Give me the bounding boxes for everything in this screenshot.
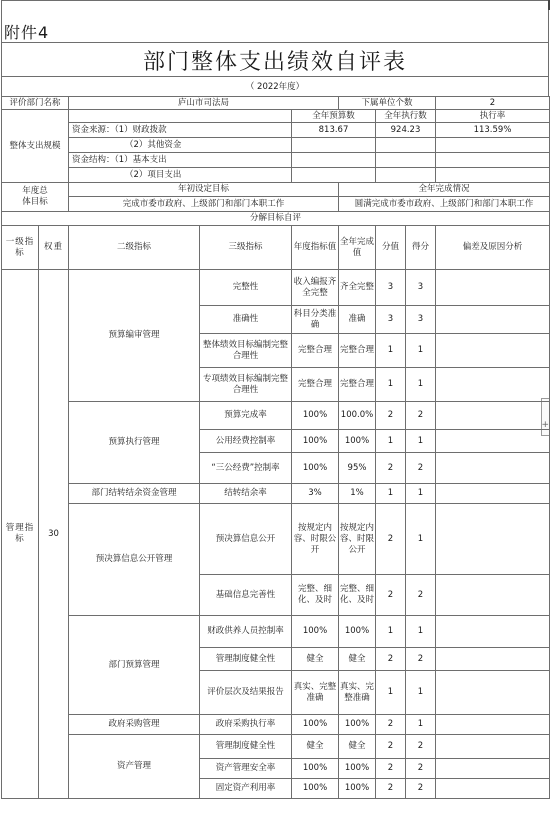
table-row <box>2 270 550 306</box>
level3-name: 准确性 <box>200 306 292 334</box>
fund-exec: 924.23 <box>376 123 436 138</box>
section-title: 分解目标自评 <box>2 212 550 226</box>
reason-value <box>436 735 550 759</box>
fund-source-label: 资金来源：（1）财政拨款 <box>69 123 292 138</box>
reason-value <box>436 779 550 799</box>
target-value: 3% <box>292 484 339 504</box>
reason-value <box>436 616 550 648</box>
target-value: 100% <box>292 453 339 484</box>
actual-value: 1% <box>339 484 376 504</box>
actual-value: 真实、完整准确 <box>339 671 376 715</box>
table-header-row <box>2 226 550 270</box>
level3-name: 专项绩效目标编制完整合理性 <box>200 368 292 402</box>
level3-name: 整体绩效目标编制完整合理性 <box>200 334 292 368</box>
expand-plus-icon[interactable]: + <box>541 420 549 430</box>
target-value: 完整合理 <box>292 334 339 368</box>
structure-label: 资金结构：（1）基本支出 <box>69 153 292 168</box>
level1-name: 管理指标 <box>2 270 39 799</box>
target-value: 100% <box>292 402 339 430</box>
project-label: （2）项目支出 <box>69 168 292 183</box>
empty-cell <box>292 153 376 168</box>
score-value: 2 <box>376 504 406 575</box>
target-value: 健全 <box>292 648 339 671</box>
title-bottom-line <box>1 76 549 77</box>
level3-name: “三公经费”控制率 <box>200 453 292 484</box>
reason-value <box>436 648 550 671</box>
table-row <box>2 402 550 430</box>
got-value: 2 <box>406 402 436 430</box>
goals-actual-text: 圆满完成市委市政府、上级部门和部门本职工作 <box>339 197 550 212</box>
goals-actual-header: 全年完成情况 <box>339 183 550 197</box>
target-value: 真实、完整准确 <box>292 671 339 715</box>
table-row <box>2 504 550 575</box>
empty-cell <box>376 138 436 153</box>
target-value: 100% <box>292 715 339 735</box>
table-row <box>2 97 550 110</box>
actual-value: 完整合理 <box>339 334 376 368</box>
score-value: 1 <box>376 430 406 453</box>
score-value: 1 <box>376 671 406 715</box>
goals-label-line1: 年度总 <box>22 186 48 196</box>
score-value: 1 <box>376 368 406 402</box>
reason-value <box>436 368 550 402</box>
attachment-label: 附件4 <box>4 23 50 42</box>
col-level1-header: 一级指标 <box>2 226 39 270</box>
level2-name: 部门结转结余资金管理 <box>69 484 200 504</box>
got-value: 1 <box>406 368 436 402</box>
col-level3-header: 三级指标 <box>200 226 292 270</box>
got-value: 1 <box>406 504 436 575</box>
score-value: 2 <box>376 648 406 671</box>
reason-value <box>436 671 550 715</box>
actual-value: 完整合理 <box>339 368 376 402</box>
empty-cell <box>292 168 376 183</box>
reason-value <box>436 306 550 334</box>
fund-budget: 813.67 <box>292 123 376 138</box>
got-value: 2 <box>406 453 436 484</box>
level3-name: 预决算信息公开 <box>200 504 292 575</box>
target-value: 100% <box>292 616 339 648</box>
target-value: 收入编报齐全完整 <box>292 270 339 306</box>
score-value: 1 <box>376 616 406 648</box>
table-row <box>2 735 550 759</box>
score-value: 3 <box>376 270 406 306</box>
level2-name: 资产管理 <box>69 735 200 799</box>
table-row <box>2 484 550 504</box>
col-target-header: 年度指标值 <box>292 226 339 270</box>
target-value: 100% <box>292 759 339 779</box>
actual-value: 100% <box>339 715 376 735</box>
level3-name: 财政供养人员控制率 <box>200 616 292 648</box>
target-value: 健全 <box>292 735 339 759</box>
target-value: 100% <box>292 430 339 453</box>
actual-value: 95% <box>339 453 376 484</box>
level3-name: 完整性 <box>200 270 292 306</box>
target-value: 科目分类准确 <box>292 306 339 334</box>
unit-name: 庐山市司法局 <box>69 97 339 110</box>
reason-value <box>436 715 550 735</box>
level2-name: 预算编审管理 <box>69 270 200 402</box>
col-actual-header: 全年完成值 <box>339 226 376 270</box>
evaluation-table <box>1 96 550 799</box>
unit-label: 评价部门名称 <box>2 97 69 110</box>
table-row <box>2 110 550 123</box>
table-row <box>2 197 550 212</box>
actual-value: 准确 <box>339 306 376 334</box>
got-value: 1 <box>406 484 436 504</box>
table-row <box>2 715 550 735</box>
table-row <box>2 212 550 226</box>
col-budget-header: 全年预算数 <box>292 110 376 123</box>
score-value: 2 <box>376 402 406 430</box>
target-value: 完整合理 <box>292 368 339 402</box>
report-year: （ 2022年度） <box>245 82 305 92</box>
actual-value: 100% <box>339 759 376 779</box>
target-value: 100% <box>292 779 339 799</box>
scale-label: 整体支出规模 <box>2 110 69 183</box>
score-value: 1 <box>376 334 406 368</box>
goals-label-line2: 体目标 <box>22 197 48 207</box>
score-value: 2 <box>376 759 406 779</box>
table-row <box>2 183 550 197</box>
reason-value <box>436 270 550 306</box>
table-row <box>2 168 550 183</box>
actual-value: 100% <box>339 779 376 799</box>
score-value: 2 <box>376 735 406 759</box>
sub-count: 2 <box>436 97 550 110</box>
goals-label <box>2 183 69 212</box>
goals-initial-text: 完成市委市政府、上级部门和部门本职工作 <box>69 197 339 212</box>
table-row <box>2 616 550 648</box>
level3-name: 评价层次及结果报告 <box>200 671 292 715</box>
reason-value <box>436 402 550 430</box>
actual-value: 按规定内容、时限公开 <box>339 504 376 575</box>
level3-name: 政府采购执行率 <box>200 715 292 735</box>
col-weight-header: 权重 <box>39 226 69 270</box>
got-value: 3 <box>406 270 436 306</box>
col-exec-header: 全年执行数 <box>376 110 436 123</box>
level3-name: 管理制度健全性 <box>200 648 292 671</box>
reason-value <box>436 453 550 484</box>
goals-initial-header: 年初设定目标 <box>69 183 339 197</box>
actual-value: 健全 <box>339 648 376 671</box>
table-row <box>2 123 550 138</box>
sub-count-label: 下属单位个数 <box>339 97 436 110</box>
empty-cell <box>436 138 550 153</box>
col-level2-header: 二级指标 <box>69 226 200 270</box>
actual-value: 健全 <box>339 735 376 759</box>
table-row <box>2 138 550 153</box>
fund-rate: 113.59% <box>436 123 550 138</box>
reason-value <box>436 504 550 575</box>
score-value: 3 <box>376 306 406 334</box>
level2-name: 预决算信息公开管理 <box>69 504 200 616</box>
level3-name: 管理制度健全性 <box>200 735 292 759</box>
score-value: 2 <box>376 453 406 484</box>
got-value: 2 <box>406 779 436 799</box>
actual-value: 100.0% <box>339 402 376 430</box>
frame-top-line <box>1 0 549 1</box>
score-value: 2 <box>376 779 406 799</box>
level3-name: 基础信息完善性 <box>200 575 292 616</box>
empty-cell <box>292 138 376 153</box>
level3-name: 资产管理安全率 <box>200 759 292 779</box>
level2-name: 预算执行管理 <box>69 402 200 484</box>
score-value: 2 <box>376 575 406 616</box>
level3-name: 公用经费控制率 <box>200 430 292 453</box>
got-value: 2 <box>406 735 436 759</box>
reason-value <box>436 334 550 368</box>
got-value: 1 <box>406 334 436 368</box>
got-value: 2 <box>406 575 436 616</box>
page-title: 部门整体支出绩效自评表 <box>142 50 407 75</box>
got-value: 1 <box>406 671 436 715</box>
other-fund-label: （2）其他资金 <box>69 138 292 153</box>
got-value: 3 <box>406 306 436 334</box>
actual-value: 100% <box>339 430 376 453</box>
level2-name: 部门预算管理 <box>69 616 200 715</box>
empty-cell <box>376 168 436 183</box>
level2-name: 政府采购管理 <box>69 715 200 735</box>
target-value: 按规定内容、时限公开 <box>292 504 339 575</box>
actual-value: 完整、细化、及时 <box>339 575 376 616</box>
col-rate-header: 执行率 <box>436 110 550 123</box>
reason-value <box>436 759 550 779</box>
got-value: 2 <box>406 648 436 671</box>
level1-weight: 30 <box>39 270 69 799</box>
level3-name: 结转结余率 <box>200 484 292 504</box>
level3-name: 固定资产利用率 <box>200 779 292 799</box>
target-value: 完整、细化、及时 <box>292 575 339 616</box>
got-value: 1 <box>406 430 436 453</box>
actual-value: 齐全完整 <box>339 270 376 306</box>
level3-name: 预算完成率 <box>200 402 292 430</box>
reason-value <box>436 484 550 504</box>
empty-cell <box>436 168 550 183</box>
table-row <box>2 153 550 168</box>
col-reason-header: 偏差及原因分析 <box>436 226 550 270</box>
reason-value <box>436 430 550 453</box>
empty-cell <box>436 153 550 168</box>
title-top-line <box>1 42 549 43</box>
empty-cell <box>69 110 292 123</box>
actual-value: 100% <box>339 616 376 648</box>
col-got-header: 得分 <box>406 226 436 270</box>
got-value: 2 <box>406 759 436 779</box>
got-value: 1 <box>406 616 436 648</box>
col-score-header: 分值 <box>376 226 406 270</box>
score-value: 1 <box>376 484 406 504</box>
score-value: 2 <box>376 715 406 735</box>
got-value: 1 <box>406 715 436 735</box>
reason-value <box>436 575 550 616</box>
empty-cell <box>376 153 436 168</box>
